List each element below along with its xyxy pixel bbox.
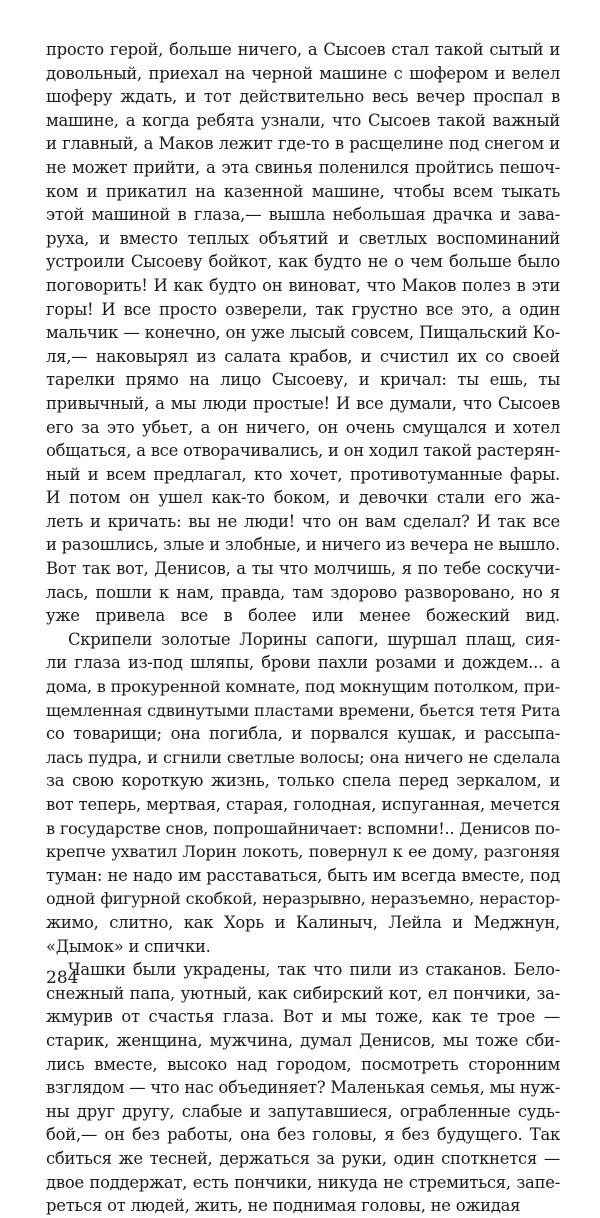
text-line: жмурив от счастья глаза. Вот и мы тоже, как те трое — [46, 1007, 560, 1027]
text-line: Скрипели золотые Лорины сапоги, шуршал плащ, сия- [68, 629, 560, 649]
text-line: щемленная сдвинутыми пластами времени, бьется тетя Рита [46, 700, 561, 720]
text-line: бой,— он без работы, она без головы, я без будущего. Так [46, 1125, 560, 1145]
text-line: руха, и вместо теплых объятий и светлых воспоминаний [46, 228, 560, 248]
text-line: реться от людей, жить, не поднимая головы, не ожидая [46, 1196, 521, 1216]
text-line: «Дымок» и спички. [46, 936, 211, 956]
text-line: снежный папа, уютный, как сибирский кот, ел пончики, за- [46, 983, 560, 1003]
paragraph-2 [46, 628, 560, 958]
text-line: просто герой, больше ничего, а Сысоев стал такой сытый и [46, 40, 560, 59]
paragraph-1 [46, 38, 560, 628]
text-line: дома, в прокуренной комнате, под мокнущим потолком, при- [46, 677, 560, 697]
text-line: лась, пошли к нам, правда, там здорово разворовано, но я [46, 582, 560, 602]
text-line: двое поддержат, есть пончики, никуда не стремиться, запе- [46, 1172, 560, 1192]
text-line: тарелки прямо на лицо Сысоеву, и кричал: ты ешь, ты [46, 370, 560, 390]
text-line: машине, а когда ребята узнали, что Сысоев такой важный [46, 110, 560, 130]
text-line: этой машиной в глаза,— вышла небольшая драчка и зава- [46, 205, 560, 225]
text-line: довольный, приехал на черной машине с шофером и велел [46, 63, 560, 83]
text-line: взглядом — что нас объединяет? Маленькая семья, мы нуж- [46, 1078, 560, 1098]
text-line: мальчик — конечно, он уже лысый совсем, Пищальский Ко- [46, 323, 560, 343]
paragraph-3 [46, 958, 560, 1218]
text-line: за свою короткую жизнь, только спела перед зеркалом, и [46, 771, 560, 791]
text-line: уже привела все в более или менее божеский вид. [46, 606, 560, 626]
text-line: ли глаза из-под шляпы, брови пахли розами и дождем... а [46, 653, 560, 673]
text-line: со товарищи; она погибла, и порвался кушак, и рассыпа- [46, 724, 560, 744]
text-line: шоферу ждать, и тот действительно весь вечер проспал в [46, 87, 560, 107]
text-line: его за это убьет, а он ничего, он очень смущался и хотел [46, 417, 560, 437]
text-line: привычный, а мы люди простые! И все думали, что Сысоев [46, 393, 560, 413]
page-number: 284 [46, 968, 79, 988]
text-line: ля,— наковырял из салата крабов, и счистил их со своей [46, 346, 560, 366]
text-line: вот теперь, мертвая, старая, голодная, испуганная, мечется [46, 795, 560, 814]
text-line: в государстве снов, попрошайничает: вспомни!.. Денисов по- [46, 818, 560, 838]
text-line: сбиться же тесней, держаться за руки, один споткнется — [46, 1148, 560, 1168]
text-line: ны друг другу, слабые и запутавшиеся, ограбленные судь- [46, 1101, 560, 1121]
text-line: крепче ухватил Лорин локоть, повернул к ее дому, разгоняя [46, 842, 560, 862]
text-line: леть и кричать: вы не люди! что он вам сделал? И так все [46, 511, 560, 531]
text-line: устроили Сысоеву бойкот, как будто не о чем больше было [46, 252, 560, 272]
text-line: И потом он ушел как-то боком, и девочки стали его жа- [46, 488, 560, 508]
text-line: Вот так вот, Денисов, а ты что молчишь, я по тебе соскучи- [46, 559, 560, 579]
text-line: ком и прикатил на казенной машине, чтобы всем тыкать [46, 181, 560, 201]
text-line: общаться, а все отворачивались, и он ходил такой растерян- [46, 441, 560, 461]
text-line: жимо, слитно, как Хорь и Калиныч, Лейла и Меджнун, [46, 912, 560, 932]
text-line: ный и всем предлагал, кто хочет, противотуманные фары. [46, 464, 560, 484]
text-line: лась пудра, и сгнили светлые волосы; она ничего не сделала [46, 747, 560, 767]
text-line: старик, женщина, мужчина, думал Денисов, мы тоже сби- [46, 1030, 560, 1050]
text-line: горы! И все просто озверели, так грустно все это, а один [46, 299, 560, 319]
text-line: лись вместе, высоко над городом, посмотреть сторонним [46, 1054, 560, 1074]
page-body [46, 38, 560, 1218]
text-line: и главный, а Маков лежит где-то в расщелине под снегом и [46, 134, 560, 154]
text-line: одной фигурной скобкой, неразрывно, неразъемно, нерастор- [46, 889, 560, 909]
text-line: не может прийти, а эта свинья поленился пройтись пешоч- [46, 157, 560, 177]
text-line: Чашки были украдены, так что пили из стаканов. Бело- [68, 960, 560, 980]
text-line: и разошлись, злые и злобные, и ничего из вечера не вышло. [46, 535, 560, 555]
text-line: поговорить! И как будто он виноват, что Маков полез в эти [46, 275, 560, 295]
text-line: туман: не надо им расставаться, быть им всегда вместе, под [46, 865, 560, 885]
